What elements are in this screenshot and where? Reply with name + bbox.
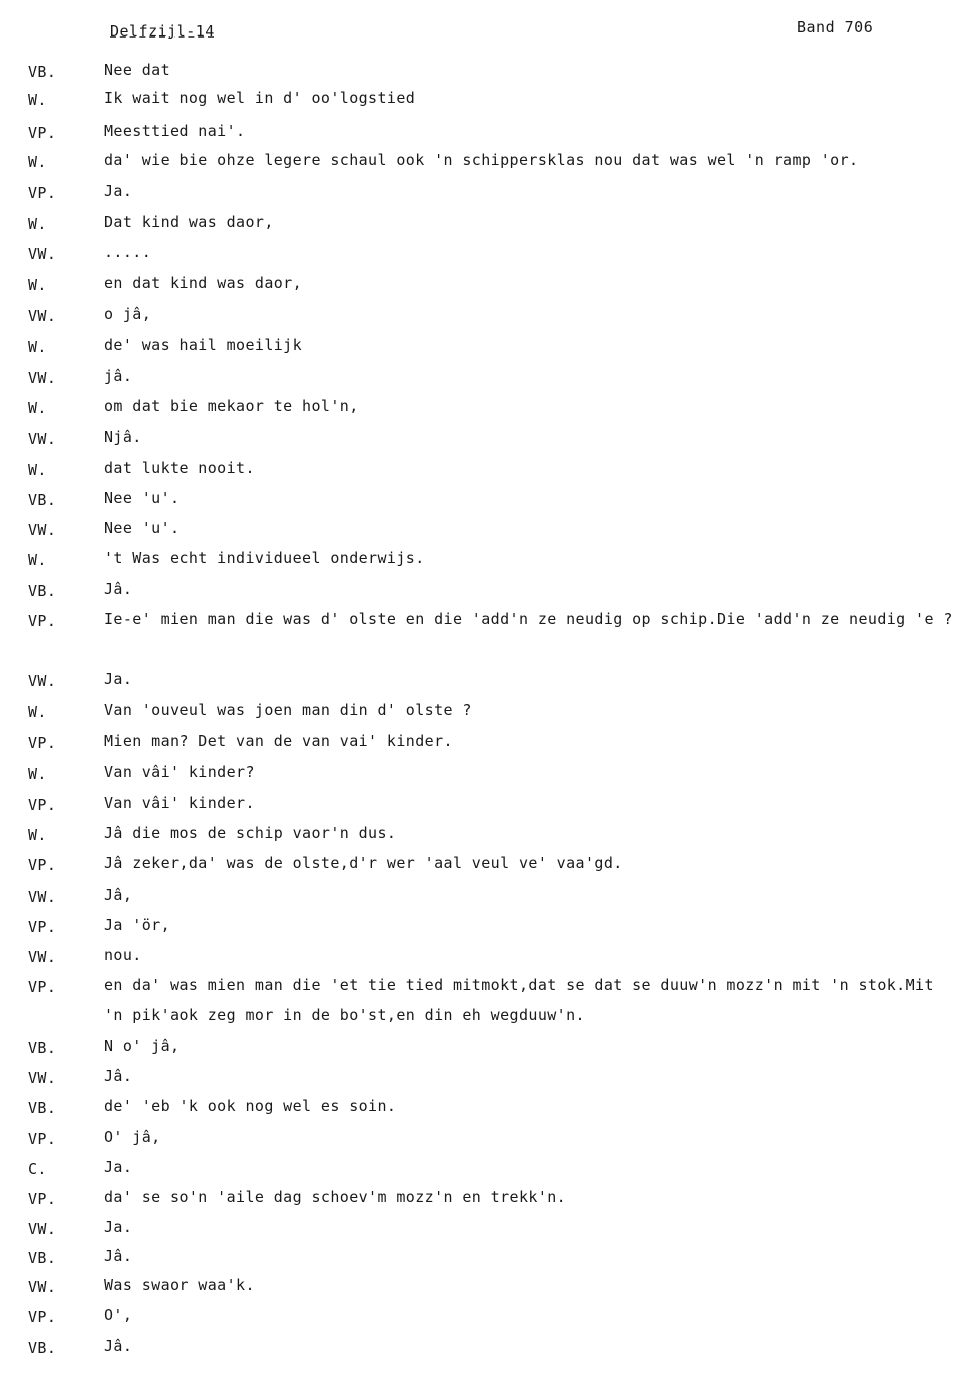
speaker-label: VB.	[28, 1339, 57, 1357]
speaker-label: VB.	[28, 1039, 57, 1057]
speaker-label: VP.	[28, 796, 57, 814]
utterance-text: Ie-e' mien man die was d' olste en die 'add'n ze neudig op schip.Die 'add'n ze neudig 'e ?	[104, 610, 953, 628]
speaker-label: VW.	[28, 369, 57, 387]
speaker-label: VW.	[28, 1069, 57, 1087]
speaker-label: VP.	[28, 184, 57, 202]
speaker-label: VP.	[28, 918, 57, 936]
speaker-label: VW.	[28, 948, 57, 966]
utterance-text: Njâ.	[104, 428, 142, 446]
utterance-text: Jâ die mos de schip vaor'n dus.	[104, 824, 397, 842]
utterance-text: nou.	[104, 946, 142, 964]
utterance-text: en dat kind was daor,	[104, 274, 303, 292]
speaker-label: C.	[28, 1160, 47, 1178]
utterance-text: N o' jâ,	[104, 1037, 180, 1055]
speaker-label: VB.	[28, 63, 57, 81]
speaker-label: W.	[28, 551, 47, 569]
utterance-text: 't Was echt individueel onderwijs.	[104, 549, 425, 567]
utterance-text: Was swaor waa'k.	[104, 1276, 255, 1294]
utterance-text: Jâ.	[104, 1247, 133, 1265]
utterance-text: .....	[104, 243, 152, 261]
speaker-label: VP.	[28, 612, 57, 630]
speaker-label: VP.	[28, 1308, 57, 1326]
speaker-label: W.	[28, 153, 47, 171]
utterance-text: Ja.	[104, 670, 133, 688]
utterance-text: dat lukte nooit.	[104, 459, 255, 477]
speaker-label: VW.	[28, 521, 57, 539]
speaker-label: VB.	[28, 582, 57, 600]
utterance-text: Jâ.	[104, 1337, 133, 1355]
speaker-label: VB.	[28, 1249, 57, 1267]
document-title: Delfzijl-14	[110, 22, 215, 40]
speaker-label: VW.	[28, 888, 57, 906]
speaker-label: W.	[28, 826, 47, 844]
speaker-label: VW.	[28, 1278, 57, 1296]
speaker-label: W.	[28, 276, 47, 294]
utterance-text: Nee 'u'.	[104, 519, 180, 537]
utterance-text: o jâ,	[104, 305, 152, 323]
utterance-text: O',	[104, 1306, 133, 1324]
speaker-label: VB.	[28, 1099, 57, 1117]
utterance-text: en da' was mien man die 'et tie tied mitmokt,dat se dat se duuw'n mozz'n mit 'n stok.Mit 'n pik'aok zeg mor in de bo'st,en din eh wegduuw'n.	[104, 976, 934, 1024]
utterance-text: Ik wait nog wel in d' oo'logstied	[104, 89, 416, 107]
utterance-text: Jâ.	[104, 580, 133, 598]
utterance-text: Jâ zeker,da' was de olste,d'r wer 'aal veul ve' vaa'gd.	[104, 854, 623, 872]
utterance-text: om dat bie mekaor te hol'n,	[104, 397, 359, 415]
speaker-label: W.	[28, 765, 47, 783]
utterance-text: de' 'eb 'k ook nog wel es soin.	[104, 1097, 397, 1115]
utterance-text: Van 'ouveul was joen man din d' olste ?	[104, 701, 472, 719]
utterance-text: Nee 'u'.	[104, 489, 180, 507]
speaker-label: VW.	[28, 1220, 57, 1238]
utterance-text: Dat kind was daor,	[104, 213, 274, 231]
speaker-label: VP.	[28, 978, 57, 996]
utterance-text: Van vâi' kinder.	[104, 794, 255, 812]
speaker-label: VP.	[28, 1190, 57, 1208]
speaker-label: W.	[28, 91, 47, 109]
speaker-label: W.	[28, 703, 47, 721]
utterance-text: Meesttied nai'.	[104, 122, 246, 140]
band-number: Band 706	[797, 18, 874, 36]
utterance-text: da' wie bie ohze legere schaul ook 'n schippersklas nou dat was wel 'n ramp 'or.	[104, 151, 859, 169]
speaker-label: VB.	[28, 491, 57, 509]
utterance-text: Jâ.	[104, 1067, 133, 1085]
speaker-label: W.	[28, 338, 47, 356]
speaker-label: VW.	[28, 430, 57, 448]
speaker-label: W.	[28, 215, 47, 233]
speaker-label: W.	[28, 399, 47, 417]
speaker-label: VP.	[28, 1130, 57, 1148]
utterance-text: Ja.	[104, 1158, 133, 1176]
utterance-text: O' jâ,	[104, 1128, 161, 1146]
utterance-text: de' was hail moeilijk	[104, 336, 303, 354]
speaker-label: VP.	[28, 856, 57, 874]
speaker-label: VW.	[28, 672, 57, 690]
utterance-text: Ja.	[104, 1218, 133, 1236]
speaker-label: VP.	[28, 124, 57, 142]
utterance-text: Nee dat	[104, 61, 171, 79]
utterance-text: Ja.	[104, 182, 133, 200]
utterance-text: Jâ,	[104, 886, 133, 904]
speaker-label: VW.	[28, 245, 57, 263]
utterance-text: Ja 'ör,	[104, 916, 171, 934]
speaker-label: W.	[28, 461, 47, 479]
utterance-text: da' se so'n 'aile dag schoev'm mozz'n en trekk'n.	[104, 1188, 567, 1206]
utterance-text: Mien man? Det van de van vai' kinder.	[104, 732, 453, 750]
speaker-label: VW.	[28, 307, 57, 325]
utterance-text: Van vâi' kinder?	[104, 763, 255, 781]
speaker-label: VP.	[28, 734, 57, 752]
utterance-text: jâ.	[104, 367, 133, 385]
